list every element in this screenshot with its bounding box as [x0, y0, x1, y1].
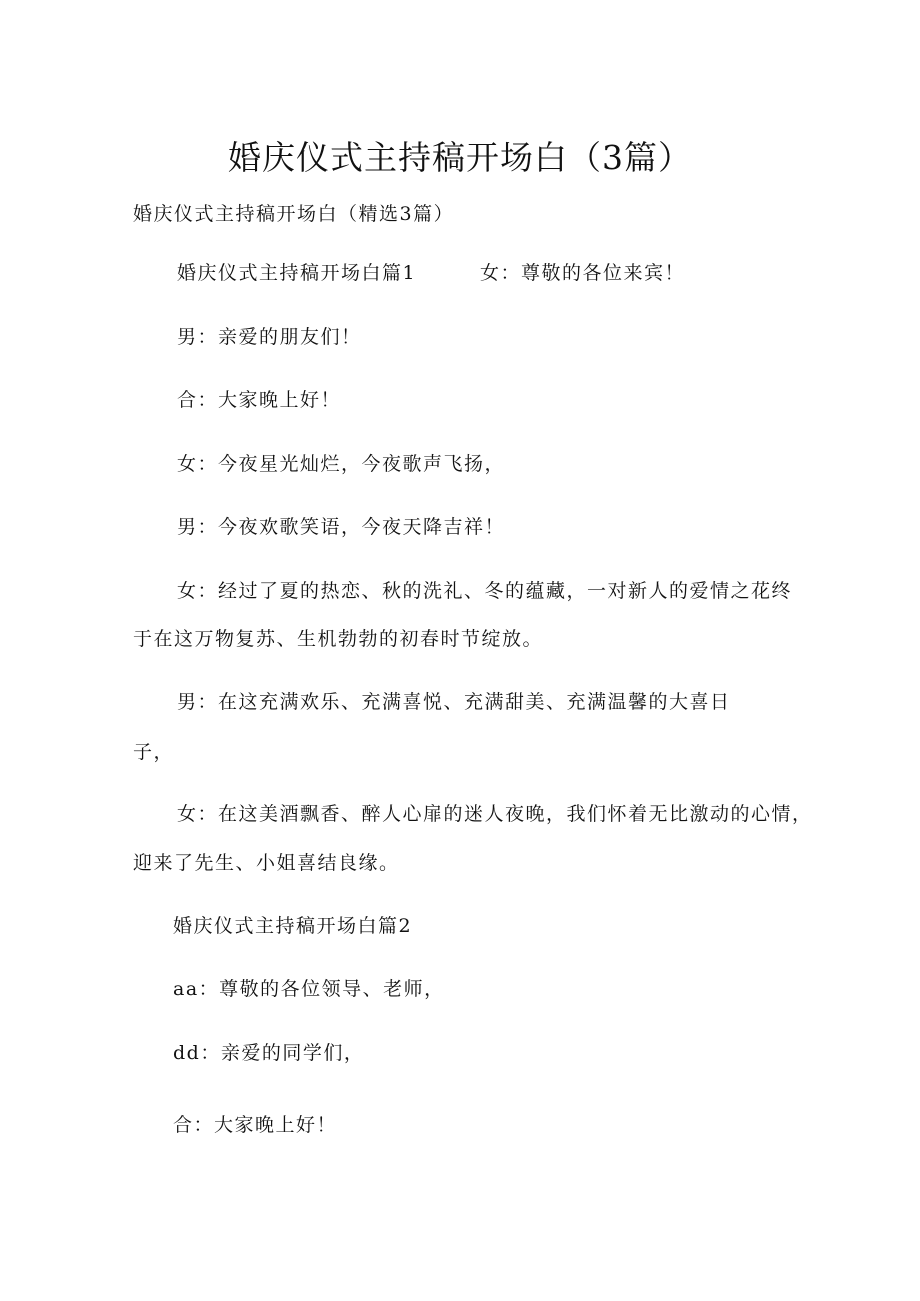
dialogue-line: 合：大家晚上好！: [177, 389, 342, 411]
dialogue-line: 女：尊敬的各位来宾！: [480, 262, 686, 284]
dialogue-line: 于在这万物复苏、生机勃勃的初春时节绽放。: [133, 628, 544, 650]
document-title: 婚庆仪式主持稿开场白（3篇）: [228, 138, 692, 177]
dialogue-line: aa：尊敬的各位领导、老师，: [173, 978, 445, 1000]
dialogue-line: 合：大家晚上好！: [173, 1114, 338, 1136]
dialogue-line: 男：今夜欢歌笑语，今夜天降吉祥！: [177, 516, 506, 538]
document-subtitle: 婚庆仪式主持稿开场白（精选3篇）: [133, 203, 455, 225]
dialogue-line: 女：在这美酒飘香、醉人心扉的迷人夜晚，我们怀着无比激动的心情，: [177, 803, 813, 825]
dialogue-line: dd：亲爱的同学们，: [173, 1042, 365, 1064]
dialogue-line: 女：经过了夏的热恋、秋的洗礼、冬的蕴藏，一对新人的爱情之花终: [177, 580, 793, 602]
dialogue-line: 男：亲爱的朋友们！: [177, 326, 362, 348]
section1-heading: 婚庆仪式主持稿开场白篇1: [177, 262, 417, 284]
dialogue-line: 子，: [133, 741, 175, 763]
dialogue-line: 男：在这充满欢乐、充满喜悦、充满甜美、充满温馨的大喜日: [177, 691, 731, 713]
section2-heading: 婚庆仪式主持稿开场白篇2: [173, 915, 413, 937]
dialogue-line: 迎来了先生、小姐喜结良缘。: [133, 852, 400, 874]
dialogue-line: 女：今夜星光灿烂，今夜歌声飞扬，: [177, 453, 506, 475]
